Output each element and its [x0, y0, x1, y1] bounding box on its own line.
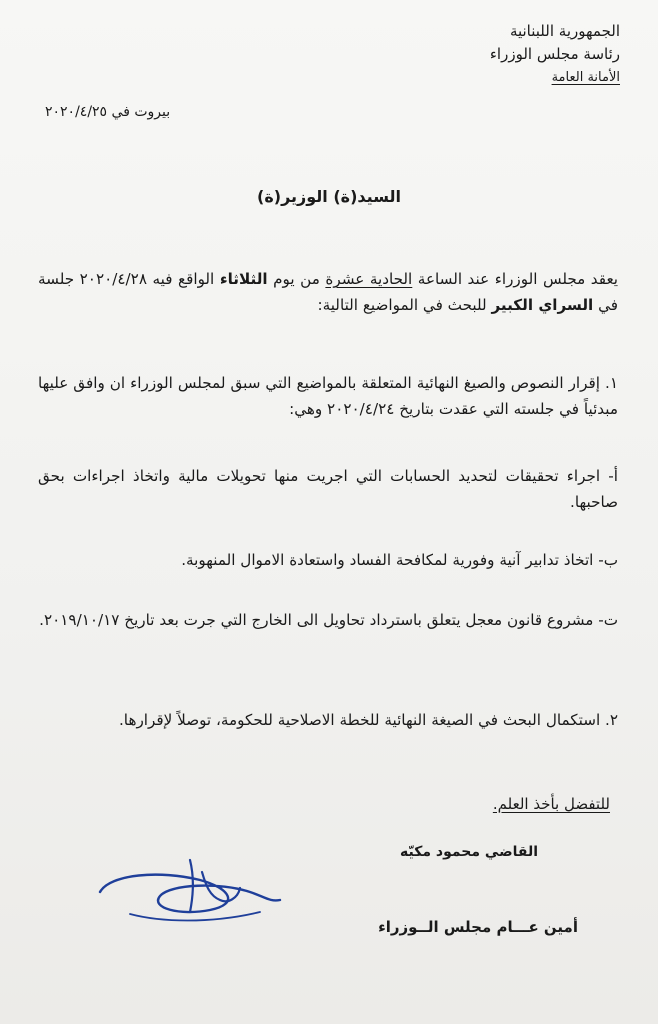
agenda-subitem-a: أ- اجراء تحقيقات لتحديد الحسابات التي اجريت منها تحويلات مالية واتخاذ اجراءات بحق صاحبها. — [38, 467, 618, 511]
signer-name: القاضي محمود مكيّه — [400, 844, 538, 860]
intro-text-1: يعقد مجلس الوزراء عند الساعة — [412, 270, 619, 288]
letterhead-secretariat: الأمانة العامة — [551, 70, 620, 85]
intro-text-4: للبحث في المواضيع التالية: — [317, 296, 492, 314]
intro-paragraph — [38, 266, 618, 318]
addressee: السيد(ة) الوزير(ة) — [257, 187, 401, 206]
meeting-hour: الحادية عشرة — [325, 270, 413, 288]
closing-line: للتفضل بأخذ العلم. — [492, 795, 610, 813]
letterhead — [490, 20, 620, 89]
intro-text-2: من يوم — [267, 270, 326, 288]
meeting-place: السراي الكبير — [491, 296, 594, 314]
handwritten-signature — [90, 852, 290, 932]
letterhead-presidency: رئاسة مجلس الوزراء — [489, 45, 620, 63]
agenda-item-2: ٢. استكمال البحث في الصيغة النهائية للخطة الاصلاحية للحكومة، توصلاً لإقرارها. — [118, 711, 618, 729]
meeting-day: الثلاثاء — [219, 270, 268, 288]
intro-text-3: الواقع فيه ٢٠٢٠/٤/٢٨ جلسة في — [38, 270, 618, 314]
agenda-subitem-t: ت- مشروع قانون معجل يتعلق باسترداد تحاويل الى الخارج التي جرت بعد تاريخ ٢٠١٩/١٠/١٧. — [39, 611, 618, 629]
agenda-subitem-b: ب- اتخاذ تدابير آنية وفورية لمكافحة الفساد واستعادة الاموال المنهوبة. — [181, 551, 618, 569]
letter-date: بيروت في ٢٠٢٠/٤/٢٥ — [45, 104, 171, 120]
signer-title: أمين عـــام مجلس الــوزراء — [378, 918, 578, 936]
agenda-item-1: ١. إقرار النصوص والصيغ النهائية المتعلقة بالمواضيع التي سبق لمجلس الوزراء ان وافق عليها مبدئياً في جلسته التي عقدت بتاريخ ٢٠٢٠/٤/٢٤ وهي: — [38, 374, 618, 418]
letterhead-republic: الجمهورية اللبنانية — [509, 22, 620, 40]
